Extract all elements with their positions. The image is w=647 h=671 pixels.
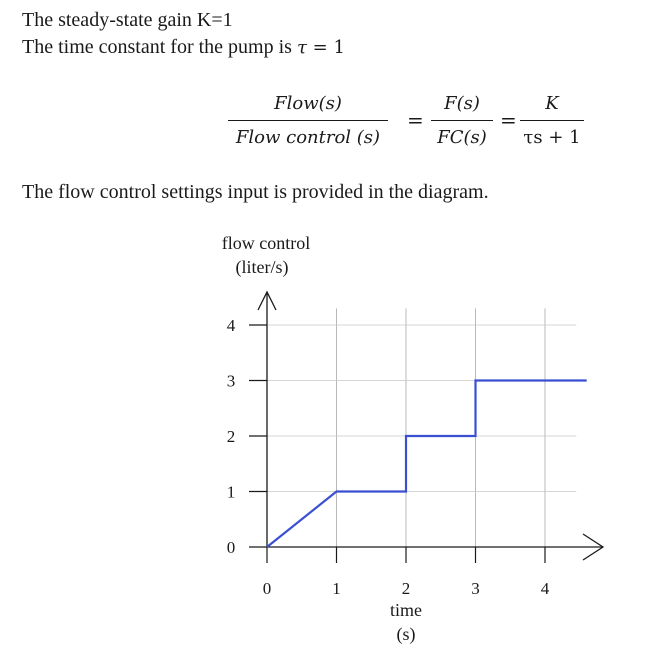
y-tick-label: 3 [226, 371, 236, 391]
flow-control-series-line [267, 381, 587, 548]
gain-text: The steady-state gain K=1 [22, 9, 233, 31]
equals-sign-1: = [407, 108, 424, 132]
axes [258, 292, 603, 560]
tau-symbol: τ [296, 37, 307, 58]
diagram-note-text: The flow control settings input is provided in the diagram. [22, 181, 489, 203]
axis-labels [222, 233, 422, 645]
x-tick-label: 4 [540, 579, 550, 598]
x-axis-label-line1: time [390, 600, 422, 620]
fraction1-numerator: Flow(s) [274, 93, 342, 114]
y-axis-label-line1: flow control [221, 233, 311, 253]
ticks [227, 316, 550, 598]
fraction3-numerator: K [545, 93, 559, 114]
x-tick-label: 3 [471, 579, 480, 598]
x-axis-label-line2: (s) [396, 624, 416, 644]
tau-value: = 1 [306, 37, 345, 58]
equals-sign-2: = [500, 108, 517, 132]
fraction2-denominator: FC(s) [437, 127, 487, 148]
time-constant-text: The time constant for the pump is [22, 36, 297, 58]
y-tick-label: 0 [226, 538, 236, 557]
data-series [267, 381, 587, 548]
y-axis-label-line2: (liter/s) [235, 257, 289, 277]
fraction2-numerator: F(s) [444, 93, 480, 114]
x-tick-label: 2 [401, 579, 411, 598]
y-tick-label: 2 [226, 427, 236, 446]
y-tick-label: 4 [226, 316, 236, 335]
fraction1-denominator: Flow control (s) [235, 127, 381, 148]
x-tick-label: 1 [332, 579, 341, 598]
y-tick-label: 1 [226, 482, 236, 502]
x-tick-label: 0 [262, 579, 272, 598]
fraction3-denominator: τs + 1 [523, 127, 581, 148]
